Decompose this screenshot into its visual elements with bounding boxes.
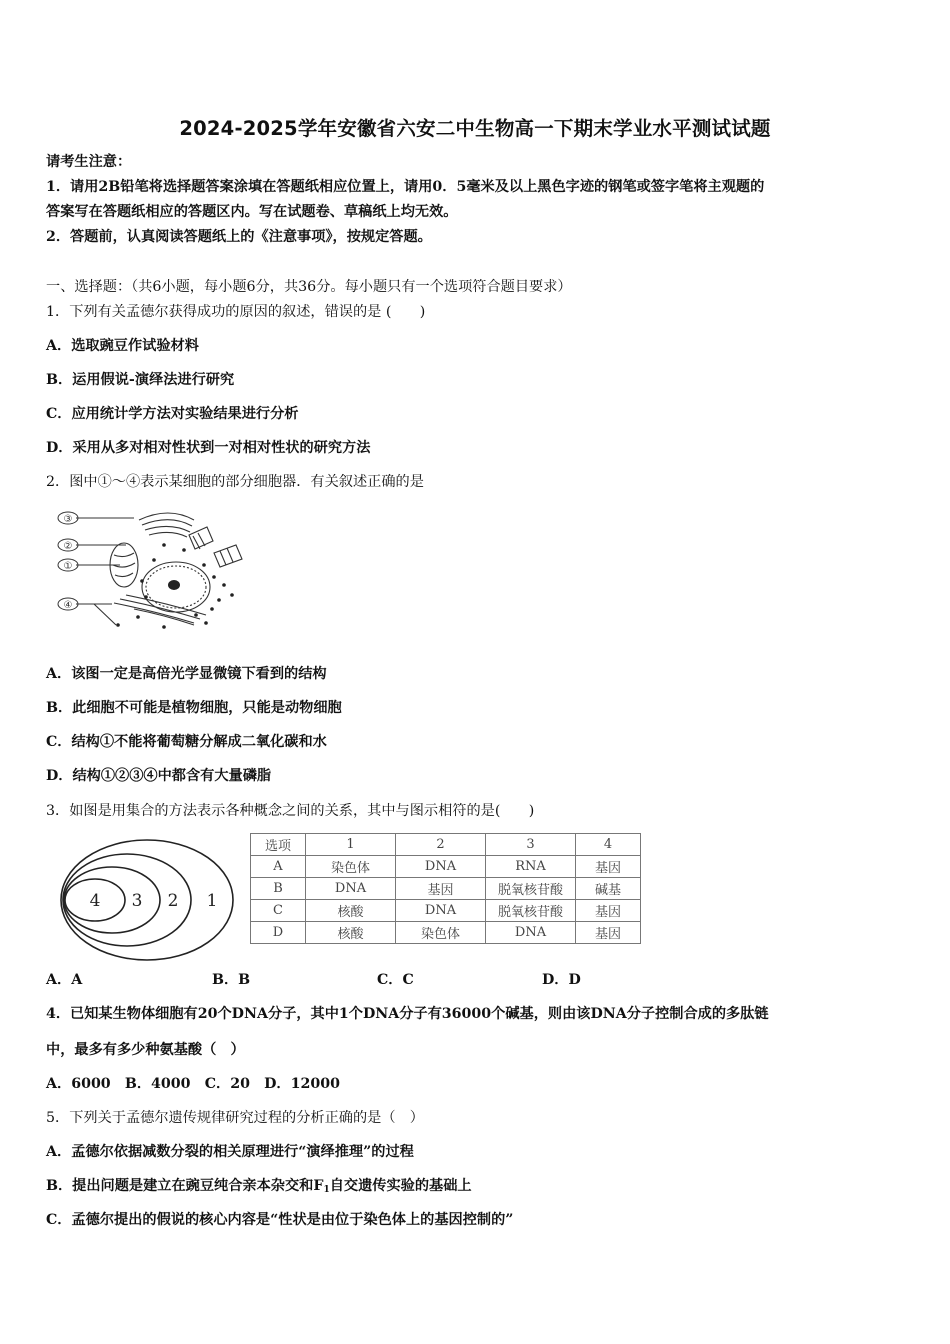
q1-stem: 1．下列有关孟德尔获得成功的原因的叙述，错误的是 ( ) — [46, 304, 426, 320]
venn-label-3: 3 — [131, 891, 143, 911]
notice-item-1: 1．请用2B铅笔将选择题答案涂填在答题纸相应位置上，请用0．5毫米及以上黑色字迹的钢笔或签字笔将主观题的 — [46, 179, 765, 195]
golgi-stack-1 — [139, 513, 194, 520]
table-cell: RNA — [486, 856, 576, 878]
q4-stem: 4．已知某生物体细胞有20个DNA分子，其中1个DNA分子有36000个碱基，则由该DNA分子控制合成的多肽链 — [46, 1006, 769, 1022]
table-header-cell: 选项 — [251, 834, 306, 856]
table-cell: 核酸 — [306, 900, 396, 922]
q5-option-b-text: B．提出问题是建立在豌豆纯合亲本杂交和F — [46, 1178, 324, 1194]
q5-option-b — [46, 1176, 472, 1200]
leader-line-4b — [94, 604, 116, 625]
table-row — [251, 922, 641, 944]
table-cell: 基因 — [576, 900, 641, 922]
q5-stem: 5．下列关于孟德尔遗传规律研究过程的分析正确的是（ ） — [46, 1110, 424, 1126]
q3-option-table — [250, 833, 641, 944]
table-cell: 核酸 — [306, 922, 396, 944]
table-cell: 脱氧核苷酸 — [486, 900, 576, 922]
q1-option-d: D．采用从多对相对性状到一对相对性状的研究方法 — [46, 440, 371, 456]
q5-option-a: A．孟德尔依据减数分裂的相关原理进行“演绎推理”的过程 — [46, 1144, 414, 1160]
table-header-cell: 3 — [486, 834, 576, 856]
venn-label-1: 1 — [206, 891, 218, 911]
q2-option-b: B．此细胞不可能是植物细胞，只能是动物细胞 — [46, 700, 342, 716]
table-header-row — [251, 834, 641, 856]
section-heading: 一、选择题：（共6小题，每小题6分，共36分。每小题只有一个选项符合题目要求） — [46, 279, 572, 295]
q3-option-b: B．B — [212, 972, 251, 988]
q1-option-c: C．应用统计学方法对实验结果进行分析 — [46, 406, 299, 422]
q2-stem: 2．图中①～④表示某细胞的部分细胞器．有关叙述正确的是 — [46, 474, 424, 490]
table-row — [251, 878, 641, 900]
q2-option-c: C．结构①不能将葡萄糖分解成二氧化碳和水 — [46, 734, 327, 750]
table-cell: D — [251, 922, 306, 944]
venn-diagram — [60, 835, 240, 965]
q4-stem-cont: 中，最多有多少种氨基酸（ ） — [46, 1042, 245, 1058]
notice-item-2: 2．答题前，认真阅读答题纸上的《注意事项》，按规定答题。 — [46, 229, 432, 245]
table-cell: 碱基 — [576, 878, 641, 900]
q2-option-d: D．结构①②③④中都含有大量磷脂 — [46, 768, 272, 784]
table-cell: 染色体 — [306, 856, 396, 878]
table-cell: A — [251, 856, 306, 878]
venn-label-4: 4 — [89, 891, 101, 911]
table-cell: 基因 — [576, 922, 641, 944]
q3-option-d: D．D — [542, 972, 581, 988]
table-cell: DNA — [306, 878, 396, 900]
table-cell: 染色体 — [396, 922, 486, 944]
nucleolus — [168, 580, 180, 590]
table-header-cell: 4 — [576, 834, 641, 856]
figure-label-2: ② — [63, 541, 73, 552]
table-cell: 基因 — [396, 878, 486, 900]
table-cell: C — [251, 900, 306, 922]
figure-label-3: ③ — [63, 514, 73, 525]
table-row — [251, 856, 641, 878]
q3-option-c: C．C — [377, 972, 414, 988]
table-cell: DNA — [486, 922, 576, 944]
q3-stem: 3．如图是用集合的方法表示各种概念之间的关系，其中与图示相符的是( ) — [46, 803, 535, 819]
table-cell: B — [251, 878, 306, 900]
page-title: 2024-2025学年安徽省六安二中生物高一下期末学业水平测试试题 — [179, 117, 771, 140]
table-row — [251, 900, 641, 922]
table-cell: 基因 — [576, 856, 641, 878]
figure-label-1: ① — [63, 561, 73, 572]
table-header-cell: 2 — [396, 834, 486, 856]
notice-heading: 请考生注意： — [46, 154, 132, 170]
venn-ring-3 — [64, 867, 160, 933]
q1-option-a: A．选取豌豆作试验材料 — [46, 338, 199, 354]
venn-label-2: 2 — [167, 891, 179, 911]
q3-option-a: A．A — [46, 972, 83, 988]
table-cell: DNA — [396, 856, 486, 878]
q5-option-b-subscript: 1 — [323, 1185, 330, 1195]
table-cell: 脱氧核苷酸 — [486, 878, 576, 900]
q2-option-a: A．该图一定是高倍光学显微镜下看到的结构 — [46, 666, 327, 682]
q1-option-b: B．运用假说-演绎法进行研究 — [46, 372, 235, 388]
q5-option-c: C．孟德尔提出的假说的核心内容是“性状是由位于染色体上的基因控制的” — [46, 1212, 514, 1228]
notice-item-1-cont: 答案写在答题纸相应的答题区内。写在试题卷、草稿纸上均无效。 — [46, 204, 458, 220]
table-header-cell: 1 — [306, 834, 396, 856]
q5-option-b-text-end: 自交遗传实验的基础上 — [329, 1178, 472, 1194]
figure-label-4: ④ — [63, 600, 73, 611]
q4-options: A．6000 B．4000 C．20 D．12000 — [46, 1076, 340, 1092]
table-cell: DNA — [396, 900, 486, 922]
cell-organelle-figure — [54, 505, 264, 635]
